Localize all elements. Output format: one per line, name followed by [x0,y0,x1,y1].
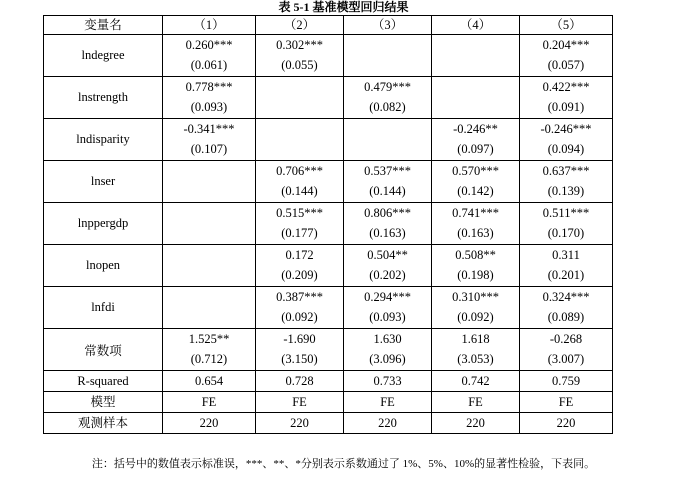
estimate-cell [432,203,520,245]
estimate-cell [256,35,344,77]
standard-error-value: (0.144) [369,184,406,198]
standard-error-value: (0.107) [190,142,228,156]
header-model-3: （3） [344,16,432,35]
estimate-cell [344,161,432,203]
standard-error-value: (0.057) [547,58,585,72]
statistic-row [44,413,613,434]
table-note: 注：括号中的数值表示标准误，***、**、*分别表示系数通过了 1%、5%、10%的显著性检验，下表同。 [91,458,596,470]
coefficient-value: 0.260*** [185,38,233,52]
estimate-cell [163,329,256,371]
estimate-cell [256,287,344,329]
statistic-value: 0.742 [432,371,520,392]
estimate-cell [344,119,432,161]
coefficient-value: 0.311 [552,248,580,262]
estimate-cell [163,119,256,161]
statistic-value: FE [256,392,344,413]
variable-row [44,245,613,287]
coefficient-value: 0.778*** [185,80,233,94]
statistic-value: FE [163,392,256,413]
statistic-value: 0.733 [344,371,432,392]
estimate-cell [520,119,613,161]
estimate-cell [256,329,344,371]
standard-error-value: (0.144) [281,184,318,198]
estimate-cell [520,287,613,329]
standard-error-value: (0.094) [547,142,585,156]
standard-error-value: (3.007) [547,352,585,366]
statistic-value: 220 [432,413,520,434]
coefficient-value: 0.504** [367,248,408,262]
coefficient-value: 0.511*** [542,206,590,220]
standard-error-value: (0.142) [457,184,494,198]
coefficient-value: 0.172 [285,248,314,262]
estimate-cell [344,77,432,119]
estimate-cell [520,329,613,371]
estimate-cell [256,119,344,161]
coefficient-value: -0.246*** [540,122,592,136]
statistic-row [44,392,613,413]
variable-row [44,35,613,77]
statistic-value: FE [344,392,432,413]
standard-error-value: (3.150) [281,352,318,366]
coefficient-value: 1.525** [188,332,230,346]
standard-error-value: (0.093) [369,310,406,324]
statistic-value: 0.654 [163,371,256,392]
coefficient-value: 0.806*** [364,206,411,220]
statistic-value: 0.728 [256,371,344,392]
coefficient-value: 0.302*** [276,38,323,52]
standard-error-value: (3.053) [457,352,494,366]
regression-table [43,15,613,434]
coefficient-value: 0.310*** [452,290,499,304]
coefficient-value: -1.690 [283,332,316,346]
estimate-cell [432,287,520,329]
estimate-cell [344,287,432,329]
estimate-cell [432,161,520,203]
estimate-cell [344,35,432,77]
coefficient-value: -0.246** [453,122,498,136]
variable-row [44,329,613,371]
standard-error-value: (0.082) [369,100,406,114]
statistic-name: 模型 [44,392,163,413]
header-model-5: （5） [520,16,613,35]
standard-error-value: (0.201) [547,268,585,282]
header-model-2: （2） [256,16,344,35]
coefficient-value: -0.341*** [183,122,235,136]
standard-error-value: (0.089) [547,310,585,324]
statistic-row [44,371,613,392]
regression-table-body [44,16,613,434]
statistic-value: 220 [520,413,613,434]
coefficient-value: -0.268 [549,332,583,346]
statistic-value: 220 [163,413,256,434]
standard-error-value: (0.198) [457,268,494,282]
coefficient-value: 0.508** [455,248,496,262]
estimate-cell [344,329,432,371]
estimate-cell [432,35,520,77]
variable-name: lndegree [44,35,163,77]
estimate-cell [344,245,432,287]
coefficient-value: 0.706*** [276,164,323,178]
estimate-cell [163,161,256,203]
standard-error-value: (0.093) [190,100,228,114]
estimate-cell [520,161,613,203]
header-variable-name: 变量名 [44,16,163,35]
variable-name: lndisparity [44,119,163,161]
statistic-value: 220 [256,413,344,434]
estimate-cell [432,329,520,371]
statistic-name: R-squared [44,371,163,392]
standard-error-value: (0.139) [547,184,585,198]
variable-name: lnopen [44,245,163,287]
coefficient-value: 0.422*** [542,80,590,94]
variable-name: lnfdi [44,287,163,329]
estimate-cell [520,245,613,287]
statistic-value: FE [432,392,520,413]
coefficient-value: 0.479*** [364,80,411,94]
estimate-cell [432,77,520,119]
coefficient-value: 0.515*** [276,206,323,220]
variable-name: 常数项 [44,329,163,371]
estimate-cell [163,287,256,329]
variable-name: lnstrength [44,77,163,119]
variable-row [44,77,613,119]
estimate-cell [163,203,256,245]
coefficient-value: 0.537*** [364,164,411,178]
statistic-value: 220 [344,413,432,434]
standard-error-value: (0.092) [457,310,494,324]
coefficient-value: 0.324*** [542,290,590,304]
estimate-cell [520,203,613,245]
estimate-cell [256,203,344,245]
variable-row [44,203,613,245]
standard-error-value: (0.061) [190,58,228,72]
coefficient-value: 0.294*** [364,290,411,304]
estimate-cell [256,245,344,287]
standard-error-value: (0.209) [281,268,318,282]
header-model-4: （4） [432,16,520,35]
statistic-value: 0.759 [520,371,613,392]
coefficient-value: 0.387*** [276,290,323,304]
estimate-cell [520,35,613,77]
standard-error-value: (3.096) [369,352,406,366]
statistic-name: 观测样本 [44,413,163,434]
variable-row [44,161,613,203]
coefficient-value: 0.204*** [542,38,590,52]
coefficient-value: 1.618 [461,332,490,346]
variable-name: lnser [44,161,163,203]
standard-error-value: (0.712) [190,352,228,366]
standard-error-value: (0.091) [547,100,585,114]
standard-error-value: (0.202) [369,268,406,282]
standard-error-value: (0.163) [369,226,406,240]
variable-row [44,119,613,161]
estimate-cell [520,77,613,119]
variable-name: lnppergdp [44,203,163,245]
estimate-cell [256,77,344,119]
standard-error-value: (0.177) [281,226,318,240]
estimate-cell [163,245,256,287]
estimate-cell [432,119,520,161]
standard-error-value: (0.097) [457,142,494,156]
estimate-cell [344,203,432,245]
coefficient-value: 0.637*** [542,164,590,178]
variable-row [44,287,613,329]
header-row [44,16,613,35]
table-caption: 表 5-1 基准模型回归结果 [278,0,409,14]
coefficient-value: 1.630 [373,332,402,346]
coefficient-value: 0.570*** [452,164,499,178]
estimate-cell [432,245,520,287]
statistic-value: FE [520,392,613,413]
estimate-cell [256,161,344,203]
header-model-1: （1） [163,16,256,35]
standard-error-value: (0.163) [457,226,494,240]
standard-error-value: (0.170) [547,226,585,240]
estimate-cell [163,35,256,77]
standard-error-value: (0.092) [281,310,318,324]
estimate-cell [163,77,256,119]
standard-error-value: (0.055) [281,58,318,72]
coefficient-value: 0.741*** [452,206,499,220]
